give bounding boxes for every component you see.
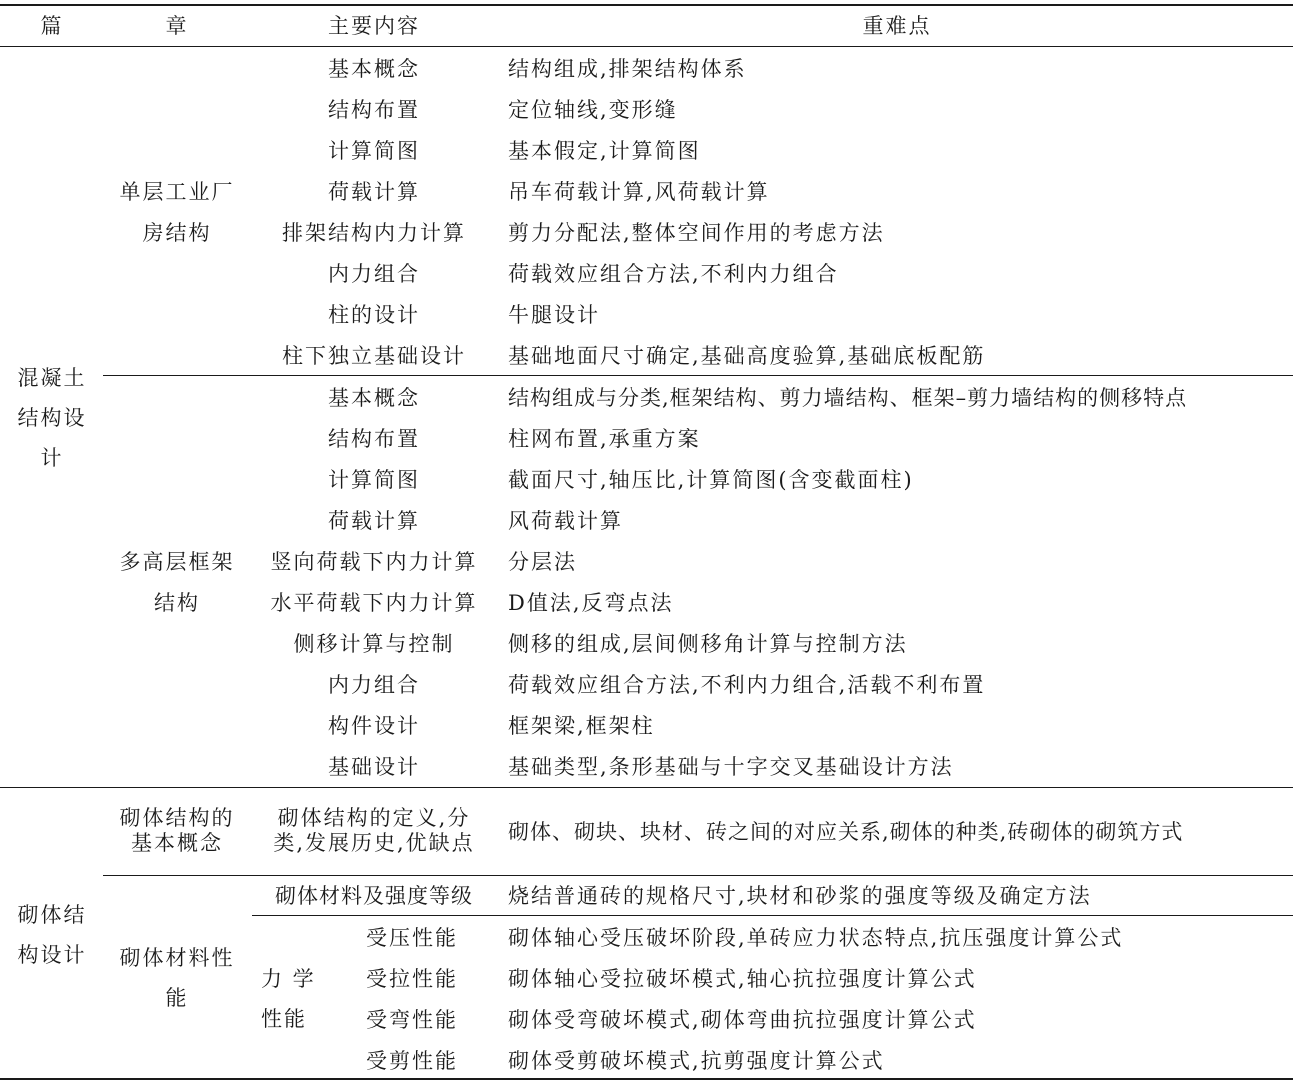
keypoint-cell: 结构组成与分类,框架结构、剪力墙结构、框架–剪力墙结构的侧移特点 (508, 386, 1188, 410)
keypoint-cell: 分层法 (508, 550, 577, 574)
content-cell: 竖向荷载下内力计算 (270, 550, 478, 574)
keypoint-cell: 柱网布置,承重方案 (508, 427, 701, 451)
content-cell: 计算简图 (328, 139, 420, 163)
keypoint-cell: 砌体轴心受压破坏阶段,单砖应力状态特点,抗压强度计算公式 (508, 926, 1124, 950)
header-content: 主要内容 (328, 14, 420, 38)
keypoint-cell: 剪力分配法,整体空间作用的考虑方法 (508, 221, 885, 245)
content-cell-line1: 砌体结构的定义,分 (277, 806, 471, 830)
keypoint-cell: 基础类型,条形基础与十字交叉基础设计方法 (508, 755, 954, 779)
keypoint-cell: 结构组成,排架结构体系 (508, 57, 747, 81)
part1-pian-line2: 结构设 (17, 406, 87, 430)
content-cell: 荷载计算 (328, 180, 420, 204)
content-cell: 基础设计 (328, 755, 420, 779)
chapter-multi-story-line1: 多高层框架 (119, 550, 235, 574)
keypoint-cell: 烧结普通砖的规格尺寸,块材和砂浆的强度等级及确定方法 (508, 884, 1092, 908)
content-cell-line2: 类,发展历史,优缺点 (273, 831, 475, 855)
keypoint-cell: 砌体受剪破坏模式,抗剪强度计算公式 (508, 1049, 885, 1073)
content-cell: 内力组合 (328, 673, 420, 697)
header-keypoints: 重难点 (862, 14, 932, 38)
part2-pian-line1: 砌体结 (17, 903, 87, 927)
content-cell: 结构布置 (328, 427, 420, 451)
header-pian: 篇 (40, 14, 64, 38)
part-divider-rule (0, 787, 1293, 788)
keypoint-cell: 基本假定,计算简图 (508, 139, 701, 163)
content-cell: 受剪性能 (366, 1049, 458, 1073)
keypoint-cell: 截面尺寸,轴压比,计算简图(含变截面柱) (508, 468, 914, 492)
content-cell: 水平荷载下内力计算 (270, 591, 478, 615)
mech-label-line2: 性能 (261, 1007, 307, 1031)
keypoint-cell: 吊车荷载计算,风荷载计算 (508, 180, 770, 204)
keypoint-cell: 荷载效应组合方法,不利内力组合,活载不利布置 (508, 673, 986, 697)
keypoint-cell: 砌体、砌块、块材、砖之间的对应关系,砌体的种类,砖砌体的砌筑方式 (508, 820, 1184, 844)
chapter-single-story-line2: 房结构 (142, 221, 212, 245)
part1-pian-line3: 计 (40, 446, 64, 470)
chapter-multi-story-line2: 结构 (154, 591, 200, 615)
chapter-masonry-concept-line2: 基本概念 (131, 831, 223, 855)
header-rule (0, 46, 1293, 47)
part1-pian-line1: 混凝土 (17, 366, 87, 390)
keypoint-cell: 侧移的组成,层间侧移角计算与控制方法 (508, 632, 908, 656)
subrow-divider-rule (252, 915, 1293, 916)
keypoint-cell: 砌体受弯破坏模式,砌体弯曲抗拉强度计算公式 (508, 1008, 977, 1032)
keypoint-cell: 基础地面尺寸确定,基础高度验算,基础底板配筋 (508, 344, 986, 368)
content-cell: 侧移计算与控制 (293, 632, 455, 656)
content-cell: 基本概念 (328, 386, 420, 410)
content-cell: 荷载计算 (328, 509, 420, 533)
keypoint-cell: 框架梁,框架柱 (508, 714, 655, 738)
table-top-rule (0, 4, 1293, 6)
chapter-masonry-concept-line1: 砌体结构的 (119, 806, 235, 830)
mech-label-line1: 力 学 (261, 967, 316, 991)
table-bottom-rule (0, 1078, 1293, 1080)
keypoint-cell: 砌体轴心受拉破坏模式,轴心抗拉强度计算公式 (508, 967, 977, 991)
header-zhang: 章 (165, 14, 189, 38)
keypoint-cell: 定位轴线,变形缝 (508, 98, 678, 122)
content-cell: 内力组合 (328, 262, 420, 286)
content-cell: 柱下独立基础设计 (282, 344, 466, 368)
keypoint-cell: 牛腿设计 (508, 303, 600, 327)
chapter-divider-rule (103, 375, 1293, 376)
content-cell: 排架结构内力计算 (282, 221, 466, 245)
keypoint-cell: D值法,反弯点法 (508, 591, 674, 615)
chapter-single-story-line1: 单层工业厂 (119, 180, 235, 204)
chapter-divider-rule-2 (103, 875, 1293, 876)
content-cell: 结构布置 (328, 98, 420, 122)
content-cell: 基本概念 (328, 57, 420, 81)
chapter-masonry-material-line1: 砌体材料性 (119, 946, 235, 970)
keypoint-cell: 风荷载计算 (508, 509, 623, 533)
content-cell: 受拉性能 (366, 967, 458, 991)
content-cell: 受压性能 (366, 926, 458, 950)
content-cell: 受弯性能 (366, 1008, 458, 1032)
content-cell: 计算简图 (328, 468, 420, 492)
content-cell: 柱的设计 (328, 303, 420, 327)
content-cell: 构件设计 (328, 714, 420, 738)
keypoint-cell: 荷载效应组合方法,不利内力组合 (508, 262, 839, 286)
chapter-masonry-material-line2: 能 (165, 986, 189, 1010)
part2-pian-line2: 构设计 (17, 943, 87, 967)
content-cell: 砌体材料及强度等级 (275, 884, 473, 908)
